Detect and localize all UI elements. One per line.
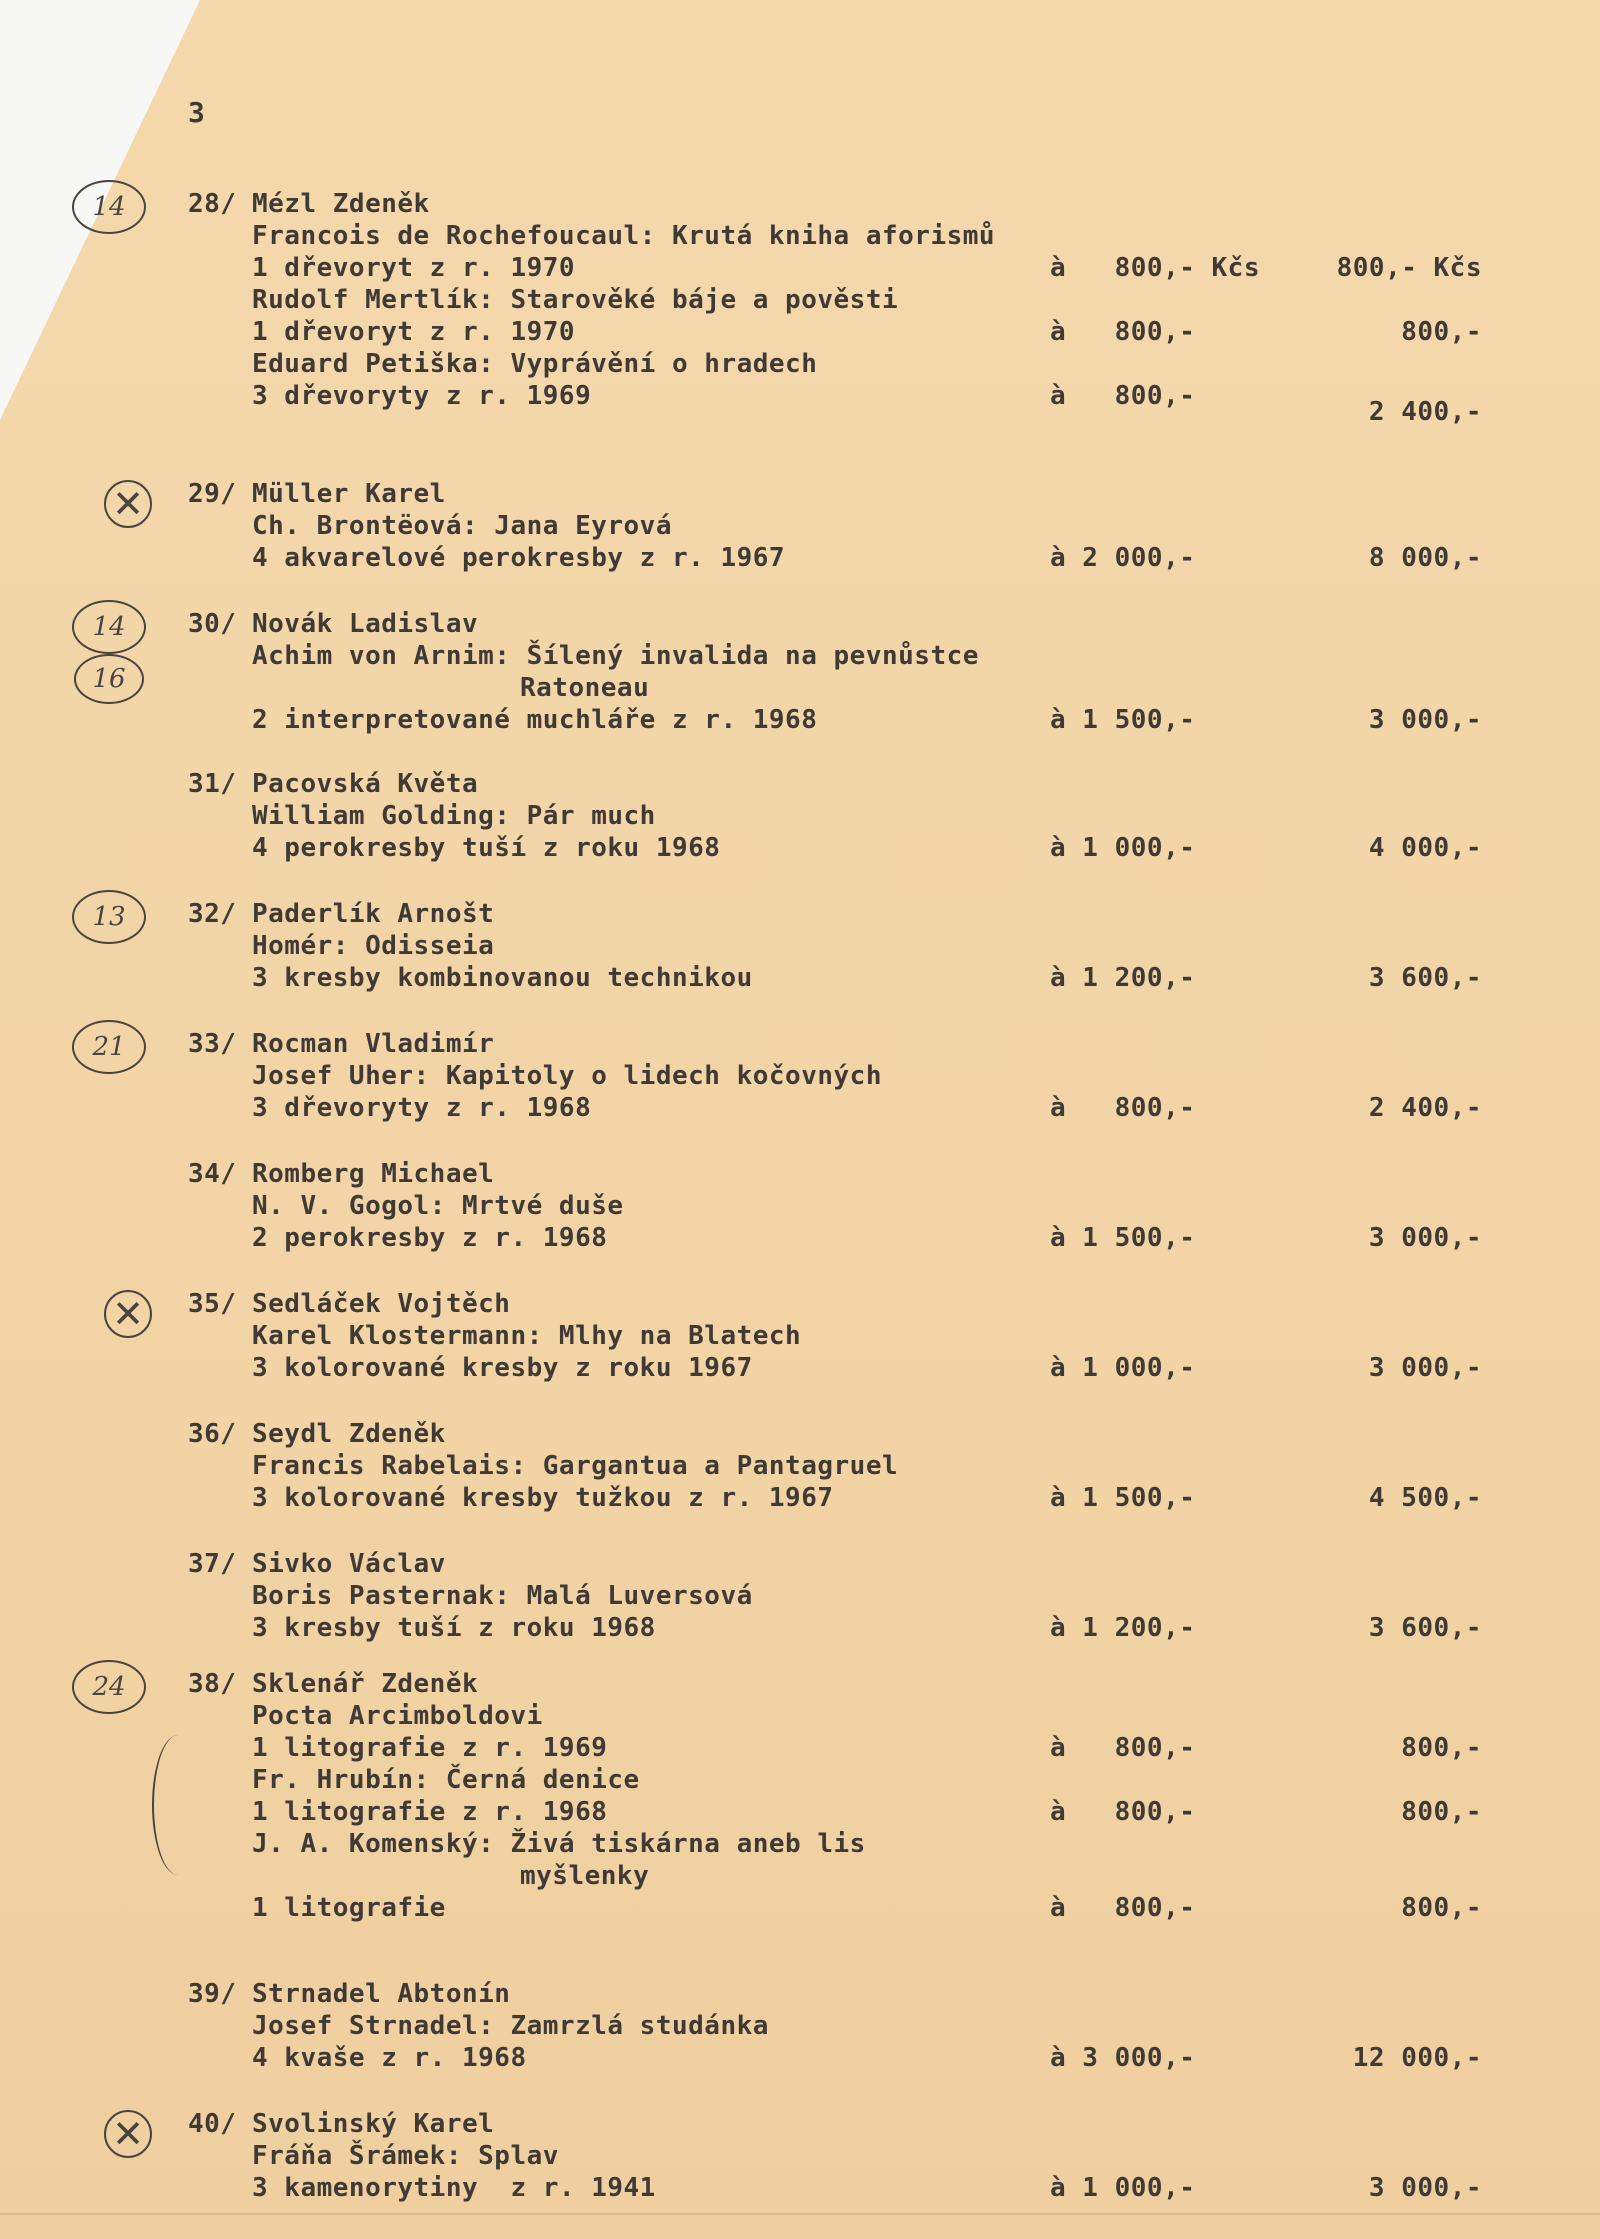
unit-price: à 800,-	[1050, 1797, 1196, 1827]
page-number: 3	[188, 96, 205, 129]
line-total: 800,-	[1401, 1733, 1482, 1763]
entry-number: 29/	[188, 479, 237, 509]
line-total-corrected: 2 400,-	[1368, 397, 1482, 427]
artist-name: Rocman Vladimír	[252, 1029, 495, 1059]
unit-price: à 800,-	[1050, 381, 1196, 411]
entry-line: 1 dřevoryt z r. 1970	[252, 317, 576, 347]
entry-line: 1 litografie	[252, 1893, 446, 1923]
unit-price: à 1 000,-	[1050, 833, 1196, 863]
unit-price: à 800,-	[1050, 1733, 1196, 1763]
handwritten-number: 21	[72, 1020, 146, 1074]
entry-line: 2 interpretované muchláře z r. 1968	[252, 705, 818, 735]
entry-line: Karel Klostermann: Mlhy na Blatech	[252, 1321, 802, 1351]
entry-line: 1 litografie z r. 1969	[252, 1733, 608, 1763]
handwritten-bracket	[152, 1735, 204, 1875]
entry-line: Achim von Arnim: Šílený invalida na pevnůstce	[252, 641, 979, 671]
line-total: 4 000,-	[1368, 833, 1482, 863]
line-total: 12 000,-	[1352, 2043, 1482, 2073]
entry-line: 3 kolorované kresby tužkou z r. 1967	[252, 1483, 834, 1513]
line-total: 8 000,-	[1368, 543, 1482, 573]
artist-name: Paderlík Arnošt	[252, 899, 495, 929]
entry-number: 32/	[188, 899, 237, 929]
entry-line: Francis Rabelais: Gargantua a Pantagruel	[252, 1451, 899, 1481]
artist-name: Romberg Michael	[252, 1159, 495, 1189]
unit-price: à 1 000,-	[1050, 2173, 1196, 2203]
handwritten-number: 14	[72, 600, 146, 654]
handwritten-number: 24	[72, 1660, 146, 1714]
line-total: 3 000,-	[1368, 705, 1482, 735]
entry-line: 4 kvaše z r. 1968	[252, 2043, 527, 2073]
unit-price: à 3 000,-	[1050, 2043, 1196, 2073]
line-total: 3 000,-	[1368, 1223, 1482, 1253]
line-total: 3 000,-	[1368, 1353, 1482, 1383]
entry-line: 3 kresby kombinovanou technikou	[252, 963, 753, 993]
entry-line: Eduard Petiška: Vyprávění o hradech	[252, 349, 818, 379]
line-total: 800,-	[1401, 317, 1482, 347]
entry-number: 38/	[188, 1669, 237, 1699]
entry-line: William Golding: Pár much	[252, 801, 656, 831]
unit-price: à 800,-	[1050, 1093, 1196, 1123]
entry-line: myšlenky	[520, 1861, 650, 1891]
page-edge	[0, 2213, 1600, 2215]
line-total: 800,-	[1401, 1797, 1482, 1827]
artist-name: Pacovská Květa	[252, 769, 479, 799]
artist-name: Sklenář Zdeněk	[252, 1669, 479, 1699]
entry-line: Homér: Odisseia	[252, 931, 495, 961]
entry-line: 3 dřevoryty z r. 1968	[252, 1093, 592, 1123]
entry-line: Josef Strnadel: Zamrzlá studánka	[252, 2011, 769, 2041]
entry-line: Ch. Brontëová: Jana Eyrová	[252, 511, 672, 541]
entry-line: Pocta Arcimboldovi	[252, 1701, 543, 1731]
entry-line: 2 perokresby z r. 1968	[252, 1223, 608, 1253]
artist-name: Mézl Zdeněk	[252, 189, 430, 219]
entry-line: 3 dřevoryty z r. 1969	[252, 381, 592, 411]
entry-number: 35/	[188, 1289, 237, 1319]
line-total: 4 500,-	[1368, 1483, 1482, 1513]
entry-number: 37/	[188, 1549, 237, 1579]
entry-line: Boris Pasternak: Malá Luversová	[252, 1581, 753, 1611]
entry-number: 36/	[188, 1419, 237, 1449]
entry-line: 3 kolorované kresby z roku 1967	[252, 1353, 753, 1383]
entry-number: 28/	[188, 189, 237, 219]
entry-number: 34/	[188, 1159, 237, 1189]
line-total: 2 400,-	[1368, 1093, 1482, 1123]
entry-line: Fráňa Šrámek: Splav	[252, 2141, 559, 2171]
artist-name: Müller Karel	[252, 479, 446, 509]
crossed-circle-mark: ✕	[104, 480, 152, 528]
artist-name: Strnadel Abtonín	[252, 1979, 511, 2009]
entry-number: 30/	[188, 609, 237, 639]
entry-number: 40/	[188, 2109, 237, 2139]
artist-name: Seydl Zdeněk	[252, 1419, 446, 1449]
artist-name: Novák Ladislav	[252, 609, 479, 639]
handwritten-number: 14	[72, 180, 146, 234]
line-total: 3 000,-	[1368, 2173, 1482, 2203]
entry-line: 1 litografie z r. 1968	[252, 1797, 608, 1827]
entry-line: 4 perokresby tuší z roku 1968	[252, 833, 721, 863]
entry-line: Francois de Rochefoucaul: Krutá kniha aforismů	[252, 221, 996, 251]
entry-line: Rudolf Mertlík: Starověké báje a pověsti	[252, 285, 899, 315]
entry-number: 31/	[188, 769, 237, 799]
handwritten-number: 16	[74, 654, 144, 704]
crossed-circle-mark: ✕	[104, 1290, 152, 1338]
artist-name: Sedláček Vojtěch	[252, 1289, 511, 1319]
artist-name: Sivko Václav	[252, 1549, 446, 1579]
unit-price: à 800,-	[1050, 317, 1196, 347]
entry-line: 3 kamenorytiny z r. 1941	[252, 2173, 656, 2203]
line-total: 3 600,-	[1368, 1613, 1482, 1643]
unit-price: à 1 500,-	[1050, 1483, 1196, 1513]
artist-name: Svolinský Karel	[252, 2109, 495, 2139]
entry-line: 1 dřevoryt z r. 1970	[252, 253, 576, 283]
entry-line: Fr. Hrubín: Černá denice	[252, 1765, 640, 1795]
unit-price: à 800,-	[1050, 1893, 1196, 1923]
entry-line: J. A. Komenský: Živá tiskárna aneb lis	[252, 1829, 866, 1859]
unit-price: à 800,- Kčs	[1050, 253, 1260, 283]
unit-price: à 1 500,-	[1050, 705, 1196, 735]
unit-price: à 1 000,-	[1050, 1353, 1196, 1383]
unit-price: à 1 500,-	[1050, 1223, 1196, 1253]
entry-number: 39/	[188, 1979, 237, 2009]
line-total: 3 600,-	[1368, 963, 1482, 993]
crossed-circle-mark: ✕	[104, 2110, 152, 2158]
unit-price: à 1 200,-	[1050, 963, 1196, 993]
handwritten-number: 13	[72, 890, 146, 944]
entry-line: Josef Uher: Kapitoly o lidech kočovných	[252, 1061, 882, 1091]
line-total: 800,- Kčs	[1336, 253, 1482, 283]
unit-price: à 1 200,-	[1050, 1613, 1196, 1643]
entry-number: 33/	[188, 1029, 237, 1059]
entry-line: 4 akvarelové perokresby z r. 1967	[252, 543, 786, 573]
entry-line: 3 kresby tuší z roku 1968	[252, 1613, 656, 1643]
unit-price: à 2 000,-	[1050, 543, 1196, 573]
entry-line: Ratoneau	[520, 673, 650, 703]
line-total: 800,-	[1401, 1893, 1482, 1923]
entry-line: N. V. Gogol: Mrtvé duše	[252, 1191, 624, 1221]
